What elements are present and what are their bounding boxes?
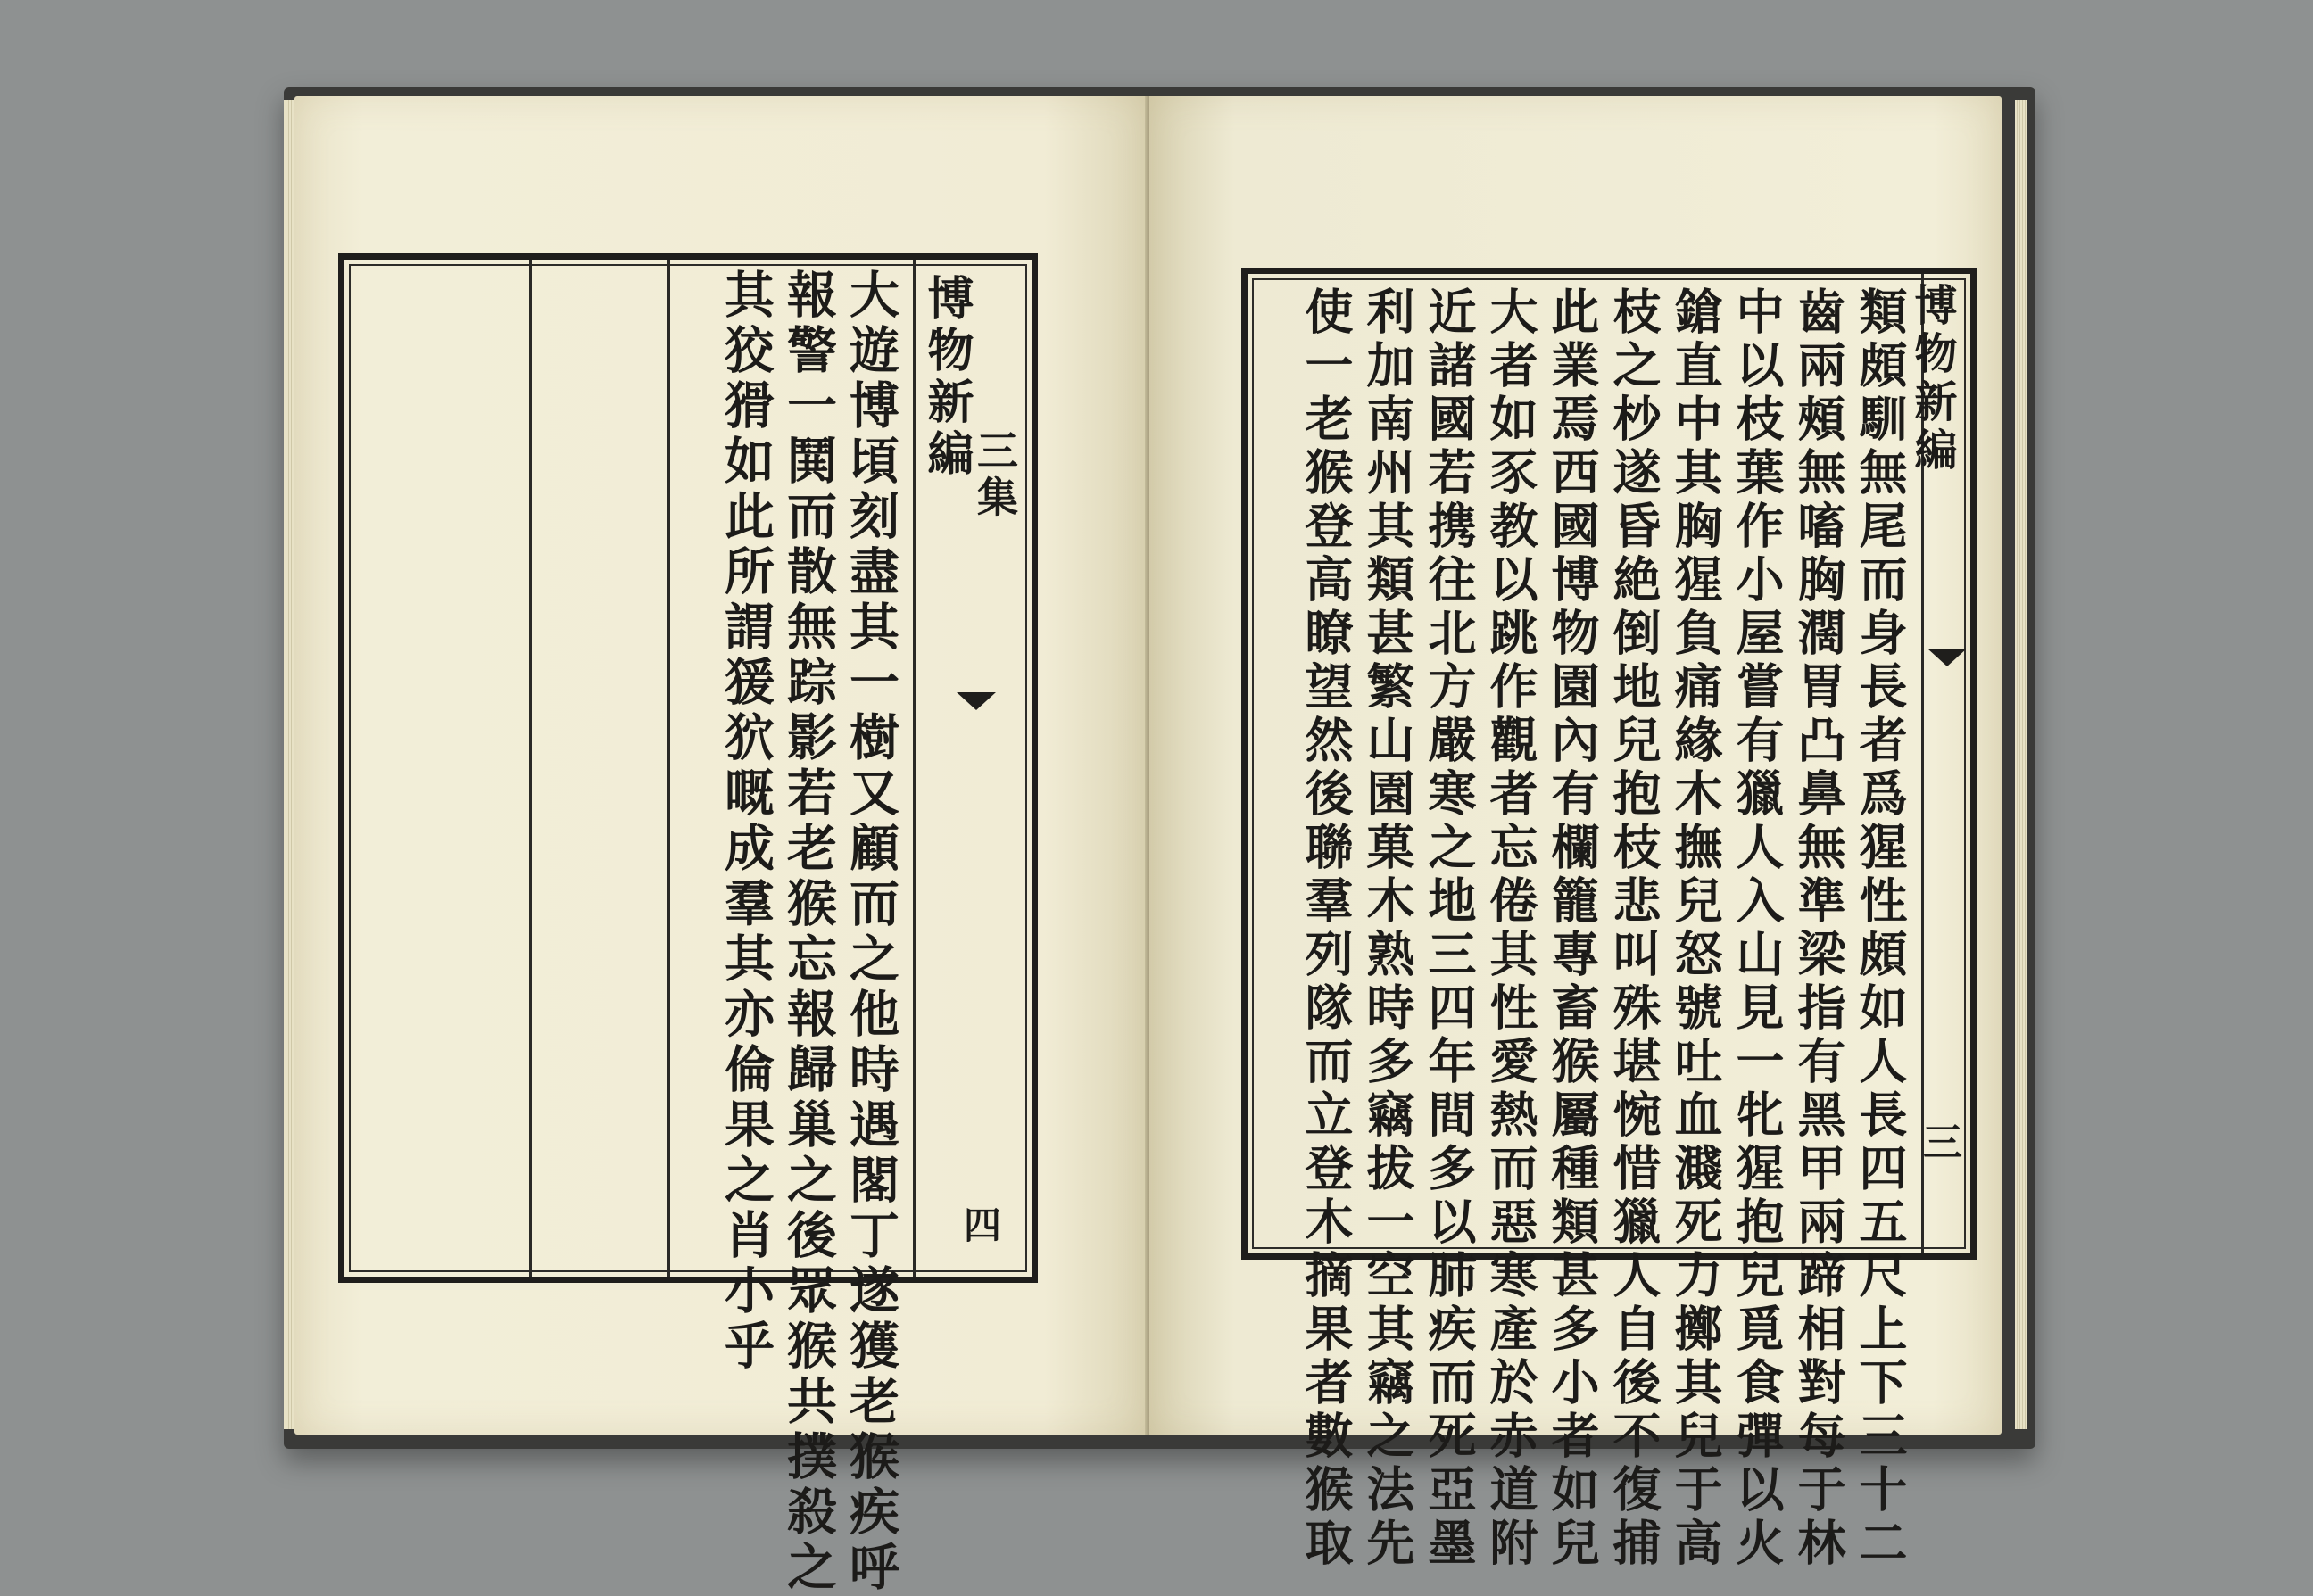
left-text-column-1: 大遊博頃刻盡其一樹又顧而之他時遇閣丁遂獲老猴疾呼 xyxy=(841,269,900,1596)
right-text-column-5: 枝之杪遂昏絶倒地兒抱枝悲叫殊堪惋惜獵人自後不復捕 xyxy=(1605,286,1662,1571)
right-page-frame xyxy=(1241,268,1977,1571)
right-fish-tail-mark xyxy=(1928,649,1967,666)
right-text-column-7: 大者如豕教以跳作觀者忘倦其性愛熱而惡寒產於赤道附 xyxy=(1482,286,1539,1571)
left-page-frame xyxy=(338,253,1038,1596)
left-margin-volume: 三集 xyxy=(971,429,1019,522)
right-text-column-3: 中以枝葉作小屋嘗有獵人入山見一牝猩抱兒覓食彈以火 xyxy=(1729,286,1786,1571)
left-ruling-line-2 xyxy=(529,260,532,1277)
left-folio-number: 四 xyxy=(958,1205,1002,1248)
right-text-column-4: 鎗直中其胸猩負痛緣木撫兒怒號吐血濺死力擲其兒于高 xyxy=(1667,286,1724,1571)
left-fish-tail-mark xyxy=(957,692,996,710)
right-page xyxy=(1149,96,2002,1571)
right-text-column-8: 近諸國若携往北方嚴寒之地三四年間多以肺疾而死亞墨 xyxy=(1421,286,1478,1571)
right-text-column-9: 利加南州其類甚繁山園菓木熟時多竊拔一空其竊之法先 xyxy=(1359,286,1416,1571)
right-text-column-6: 此業焉西國博物園內有欄籠專畜猴屬種類甚多小者如兒 xyxy=(1544,286,1601,1571)
right-folio-number: 三 xyxy=(1916,1121,1961,1166)
right-text-column-10: 使一老猴登高瞭望然後聯羣列隊而立登木摘果者數猴取 xyxy=(1297,286,1355,1571)
right-text-column-1: 類頗馴無尾而身長者爲猩性頗如人長四五尺上下三十二 xyxy=(1852,286,1909,1571)
left-margin-title: 博物新編 xyxy=(919,274,974,481)
right-text-column-2: 齒兩頰無㗜胸濶胃凸鼻無準梁指有黑甲兩蹄相對每于林 xyxy=(1790,286,1847,1571)
left-text-column-3: 其狡猾如此所謂猨狖嘅成羣其亦倫果之肖小乎 xyxy=(717,269,775,1375)
right-margin-title: 博物新編 xyxy=(1907,283,1957,475)
left-text-column-2: 報警一鬨而散無踪影若老猴忘報歸巢之後眾猴共撲殺之 xyxy=(779,269,838,1596)
left-page xyxy=(294,96,1147,1596)
right-page-edges xyxy=(2015,100,2027,1429)
left-ruling-line-1 xyxy=(667,260,670,1277)
